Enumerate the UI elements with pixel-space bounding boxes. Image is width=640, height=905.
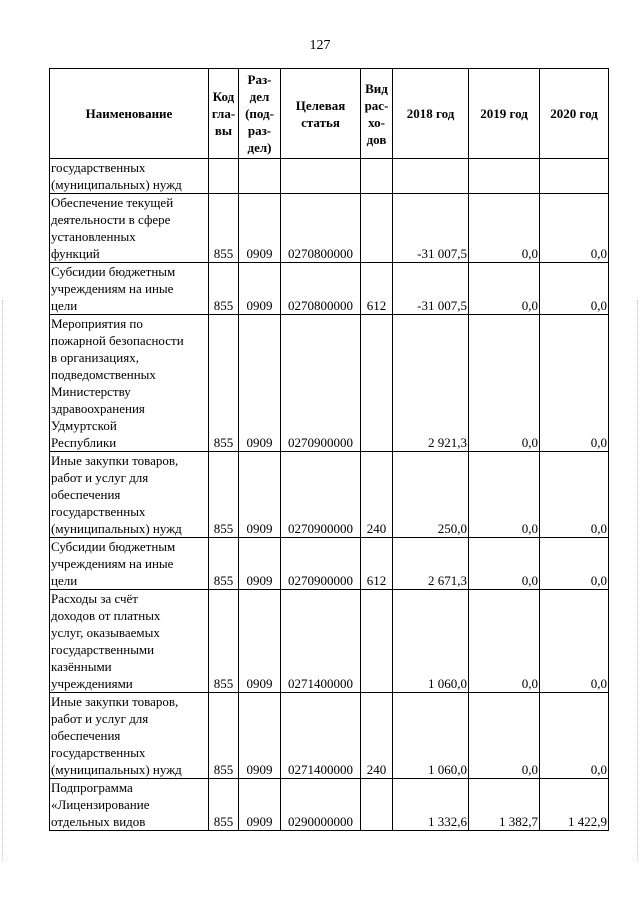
cell-name-line: отдельных видов [51,814,146,829]
cell-name-line: государственных [51,745,146,760]
cell-amount-2018: 2 671,3 [393,538,469,590]
cell-name [50,693,209,779]
cell-amount-2018: -31 007,5 [393,194,469,263]
cell-amount-2020: 0,0 [540,538,609,590]
cell-chapter-code: 855 [209,590,239,693]
cell-name [50,590,209,693]
cell-name-line: доходов от платных [51,608,161,623]
cell-expense-type [361,315,393,452]
cell-name [50,538,209,590]
cell-amount-2019: 0,0 [469,590,540,693]
cell-name-line: цели [51,573,78,588]
cell-expense-type [361,779,393,831]
cell-name [50,779,209,831]
budget-table [49,68,609,831]
cell-amount-2019: 0,0 [469,693,540,779]
table-row [50,590,609,693]
cell-name-line: (муниципальных) нужд [51,521,182,536]
cell-name [50,159,209,194]
header-target-line: статья [301,114,340,130]
header-expense-line: рас- [364,97,389,113]
header-2019: 2019 год [469,69,540,159]
cell-name-line: работ и услуг для [51,711,149,726]
scan-edge-mark-right [637,300,639,860]
cell-expense-type: 612 [361,538,393,590]
header-target-article [281,69,361,159]
cell-name-line: работ и услуг для [51,470,149,485]
header-section-line: дел) [247,140,272,155]
cell-name-line: государственных [51,160,146,175]
cell-target-article: 0270900000 [281,538,361,590]
header-section-line: раз- [247,123,272,138]
cell-name-line: Иные закупки товаров, [51,694,179,709]
header-section-line: Раз- [247,72,272,87]
table-row [50,315,609,452]
cell-amount-2020: 0,0 [540,263,609,315]
cell-name-line: в организациях, [51,350,139,365]
table-row [50,159,609,194]
page-number: 127 [309,38,331,53]
cell-expense-type [361,590,393,693]
cell-name-line: деятельности в сфере [51,212,171,227]
header-section-line: дел [249,89,270,104]
cell-name-line: казёнными [51,659,112,674]
cell-name-line: цели [51,298,78,313]
table-row [50,693,609,779]
cell-section: 0909 [239,452,281,538]
cell-name [50,194,209,263]
cell-chapter-code: 855 [209,315,239,452]
table-row [50,263,609,315]
cell-amount-2020: 1 422,9 [540,779,609,831]
cell-name-line: (муниципальных) нужд [51,762,182,777]
cell-chapter-code [209,159,239,194]
cell-amount-2019 [469,159,540,194]
cell-amount-2020: 0,0 [540,693,609,779]
cell-name-line: пожарной безопасности [51,333,184,348]
cell-amount-2018 [393,159,469,194]
cell-amount-2019: 0,0 [469,263,540,315]
cell-amount-2018: 250,0 [393,452,469,538]
cell-section: 0909 [239,590,281,693]
cell-expense-type [361,194,393,263]
cell-section: 0909 [239,538,281,590]
cell-amount-2020: 0,0 [540,315,609,452]
cell-target-article [281,159,361,194]
cell-amount-2018: 2 921,3 [393,315,469,452]
cell-chapter-code: 855 [209,452,239,538]
cell-chapter-code: 855 [209,538,239,590]
cell-chapter-code: 855 [209,194,239,263]
header-2018: 2018 год [393,69,469,159]
table-row [50,779,609,831]
header-chapter-line: гла- [211,106,236,121]
cell-amount-2018: -31 007,5 [393,263,469,315]
header-expense-type [361,69,393,159]
header-expense-line: дов [366,131,387,147]
cell-name-line: Субсидии бюджетным [51,264,176,279]
header-chapter-line: вы [214,123,233,138]
cell-name-line: обеспечения [51,487,121,502]
cell-chapter-code: 855 [209,693,239,779]
cell-name-line: Мероприятия по [51,316,143,331]
cell-target-article: 0270800000 [281,194,361,263]
cell-target-article: 0271400000 [281,590,361,693]
cell-name-line: учреждениям на иные [51,281,174,296]
table-header-row [50,69,609,159]
cell-name [50,263,209,315]
header-section [239,69,281,159]
cell-chapter-code: 855 [209,263,239,315]
cell-name-line: Министерству [51,384,131,399]
cell-amount-2020: 0,0 [540,590,609,693]
cell-expense-type: 612 [361,263,393,315]
cell-expense-type [361,159,393,194]
cell-name-line: обеспечения [51,728,121,743]
cell-amount-2019: 0,0 [469,194,540,263]
cell-target-article: 0270800000 [281,263,361,315]
header-chapter-line: Код [212,89,235,104]
cell-name-line: (муниципальных) нужд [51,177,182,192]
cell-amount-2019: 1 382,7 [469,779,540,831]
cell-section: 0909 [239,315,281,452]
cell-name-line: функций [51,246,100,261]
cell-expense-type: 240 [361,452,393,538]
cell-chapter-code: 855 [209,779,239,831]
cell-name-line: государственных [51,504,146,519]
cell-section: 0909 [239,693,281,779]
cell-target-article: 0271400000 [281,693,361,779]
table-row [50,452,609,538]
header-2020: 2020 год [540,69,609,159]
cell-name-line: учреждениям на иные [51,556,174,571]
cell-section [239,159,281,194]
cell-amount-2019: 0,0 [469,538,540,590]
scan-edge-mark-left [2,300,4,860]
cell-amount-2020: 0,0 [540,452,609,538]
cell-name-line: подведомственных [51,367,156,382]
cell-section: 0909 [239,263,281,315]
header-expense-line: Вид [365,80,388,96]
table-row [50,538,609,590]
header-expense-line: хо- [368,114,385,130]
cell-name-line: учреждениями [51,676,133,691]
cell-amount-2018: 1 060,0 [393,590,469,693]
cell-target-article: 0290000000 [281,779,361,831]
cell-name-line: Подпрограмма [51,780,133,795]
cell-amount-2020: 0,0 [540,194,609,263]
cell-name-line: Субсидии бюджетным [51,539,176,554]
cell-target-article: 0270900000 [281,452,361,538]
cell-name-line: Иные закупки товаров, [51,453,179,468]
cell-amount-2018: 1 060,0 [393,693,469,779]
table-body [50,159,609,831]
cell-amount-2019: 0,0 [469,315,540,452]
cell-name-line: Расходы за счёт [51,591,138,606]
cell-name-line: Удмуртской [51,418,117,433]
header-target-line: Целевая [295,97,346,113]
table-row [50,194,609,263]
cell-section: 0909 [239,194,281,263]
cell-amount-2019: 0,0 [469,452,540,538]
cell-name-line: «Лицензирование [51,797,150,812]
cell-amount-2020 [540,159,609,194]
cell-name-line: Обеспечение текущей [51,195,174,210]
cell-target-article: 0270900000 [281,315,361,452]
cell-name-line: Республики [51,435,117,450]
cell-expense-type: 240 [361,693,393,779]
cell-amount-2018: 1 332,6 [393,779,469,831]
cell-name [50,452,209,538]
header-name: Наименование [50,69,209,159]
header-section-line: (под- [245,106,274,121]
cell-section: 0909 [239,779,281,831]
cell-name-line: государственными [51,642,155,657]
cell-name-line: здравоохранения [51,401,145,416]
cell-name-line: установленных [51,229,136,244]
cell-name [50,315,209,452]
cell-name-line: услуг, оказываемых [51,625,160,640]
header-chapter-code [209,69,239,159]
